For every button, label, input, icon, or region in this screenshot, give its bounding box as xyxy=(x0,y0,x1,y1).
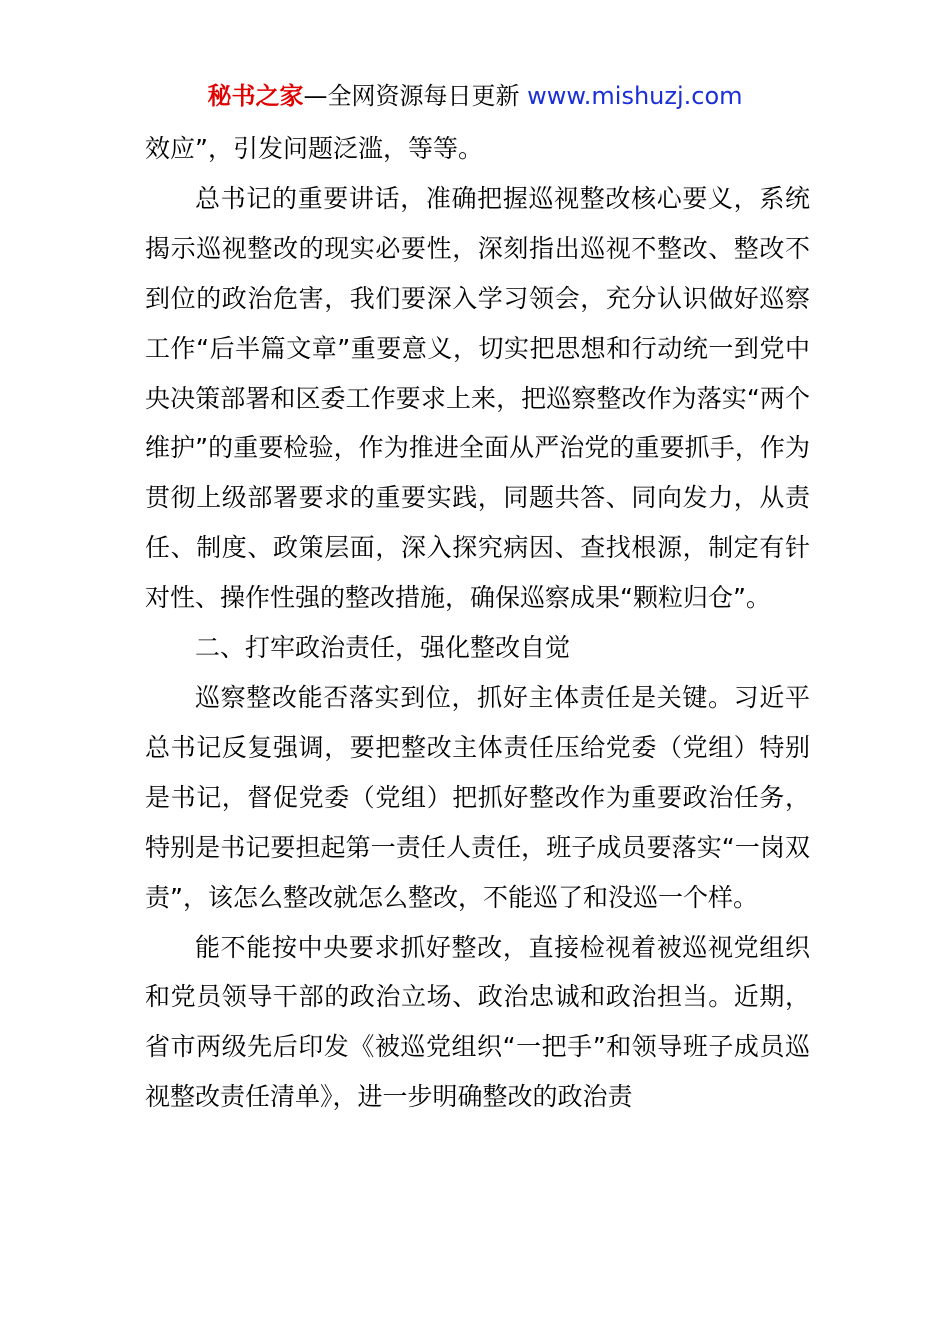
paragraph-speech-summary: 总书记的重要讲话，准确把握巡视整改核心要义，系统揭示巡视整改的现实必要性，深刻指出巡视不整改、整改不到位的政治危害，我们要深入学习领会，充分认识做好巡察工作“后半篇文章”重要意义，切实把思想和行动统一到党中央决策部署和区委工作要求上来，把巡察整改作为落实“两个维护”的重要检验，作为推进全面从严治党的重要抓手，作为贯彻上级部署要求的重要实践，同题共答、同向发力，从责任、制度、政策层面，深入探究病因、查找根源，制定有针对性、操作性强的整改措施，确保巡察成果“颗粒归仓”。 xyxy=(145,183,810,613)
paragraph-main-responsibility: 巡察整改能否落实到位，抓好主体责任是关键。习近平总书记反复强调，要把整改主体责任压给党委（党组）特别是书记，督促党委（党组）把抓好整改作为重要政治任务，特别是书记要担起第一责任人责任，班子成员要落实“一岗双责”，该怎么整改就怎么整改，不能巡了和没巡一个样。 xyxy=(145,682,810,912)
site-url-link[interactable]: www.mishuzj.com xyxy=(527,82,743,110)
paragraph-political-stance: 能不能按中央要求抓好整改，直接检视着被巡视党组织和党员领导干部的政治立场、政治忠诚和政治担当。近期，省市两级先后印发《被巡党组织“一把手”和领导班子成员巡视整改责任清单》，进一步明确整改的政治责 xyxy=(145,932,810,1112)
site-header xyxy=(0,80,950,112)
paragraph-continuation: 效应”，引发问题泛滥，等等。 xyxy=(145,134,483,163)
document-body xyxy=(145,124,810,1122)
section-heading: 二、打牢政治责任，强化整改自觉 xyxy=(195,633,571,663)
brand-name: 秘书之家 xyxy=(207,82,304,110)
header-tagline: —全网资源每日更新 xyxy=(303,82,528,110)
